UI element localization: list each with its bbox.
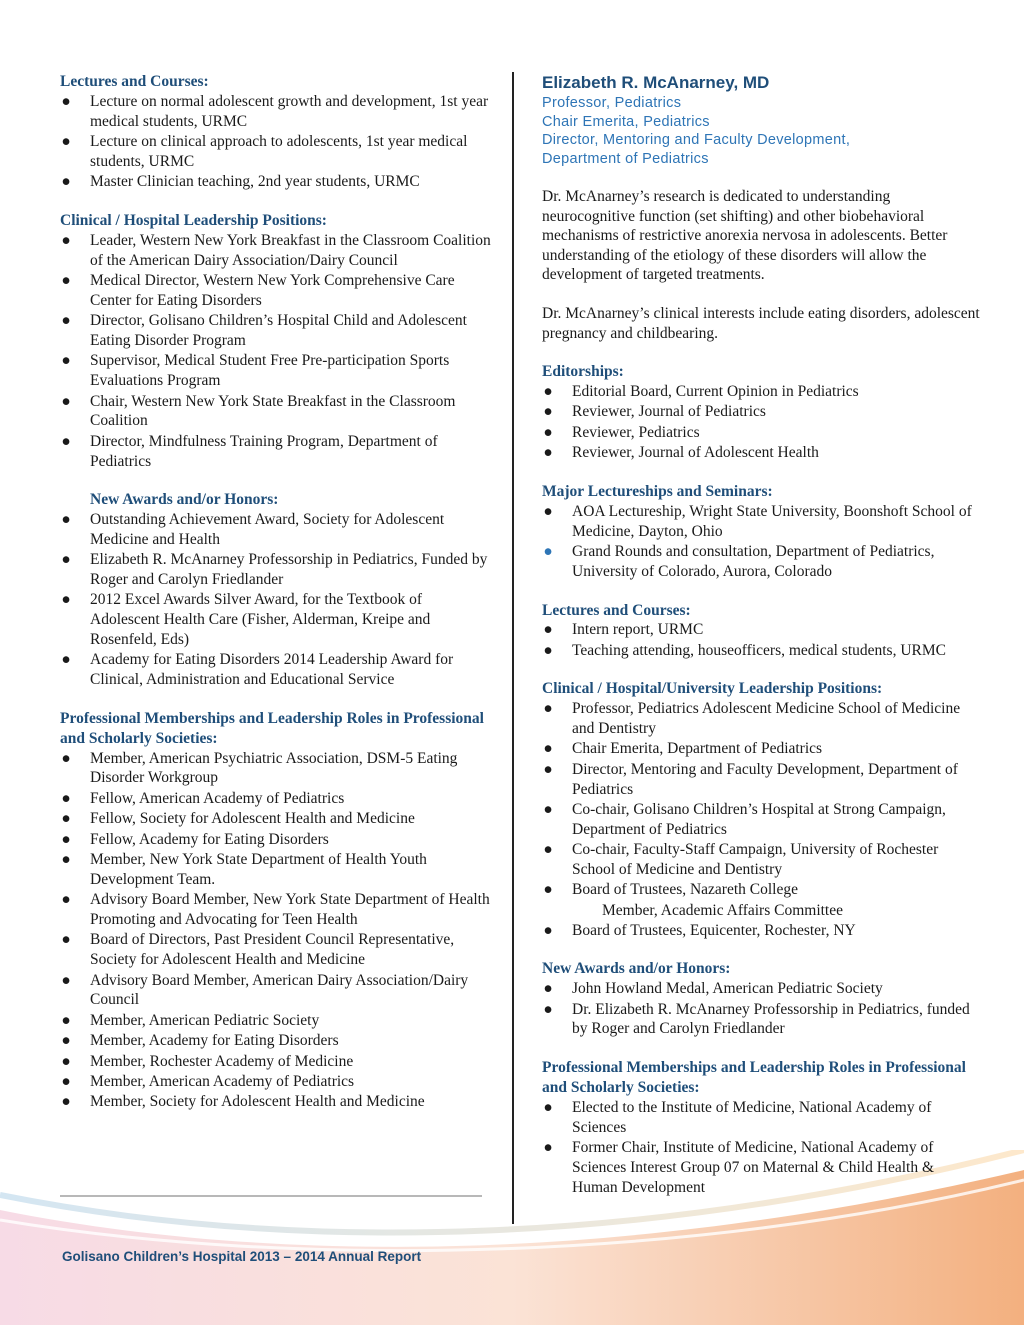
section-heading: Professional Memberships and Leadership Roles in Professional and Scholarly Societies: — [60, 710, 484, 747]
list-item: ● Intern report, URMC — [543, 621, 704, 639]
list-item: ● Lecture on clinical approach to adolescents, 1st year medical students, URMC — [61, 132, 468, 170]
section-lectures-courses — [542, 601, 982, 661]
list-item: ● Leader, Western New York Breakfast in the Classroom Coalition of the American Dairy Association/Dairy Council — [61, 231, 491, 269]
bullet-icon: ● — [61, 1072, 71, 1090]
list-item: ● Member, American Psychiatric Association, DSM-5 Eating Disorder Workgroup — [61, 749, 458, 787]
section-memberships — [542, 1058, 982, 1197]
list-item: ● Dr. Elizabeth R. McAnarney Professorship in Pediatrics, funded by Roger and Carolyn Friedlander — [543, 1000, 970, 1038]
bullet-icon: ● — [543, 542, 553, 560]
bullet-icon: ● — [543, 621, 553, 639]
section-awards-honors — [542, 959, 982, 1039]
list-item: ● Member, American Pediatric Society — [61, 1011, 320, 1029]
list-item: ● Medical Director, Western New York Comprehensive Care Center for Eating Disorders — [61, 271, 455, 309]
bullet-icon: ● — [61, 591, 71, 609]
list-item: ● Supervisor, Medical Student Free Pre-participation Sports Evaluations Program — [61, 352, 450, 390]
bullet-icon: ● — [61, 352, 71, 370]
list-item: ● Outstanding Achievement Award, Society for Adolescent Medicine and Health — [61, 511, 445, 548]
profile-title: Department of Pediatrics — [542, 150, 709, 167]
bullet-icon: ● — [543, 641, 553, 659]
section-clinical-leadership — [542, 679, 982, 940]
bullet-icon: ● — [543, 502, 553, 520]
list-item: ● Fellow, American Academy of Pediatrics — [61, 789, 345, 807]
bullet-icon: ● — [61, 830, 71, 848]
list-item: ● Member, New York State Department of Health Youth Development Team. — [61, 851, 427, 888]
bullet-icon: ● — [61, 1032, 71, 1050]
bullet-icon: ● — [543, 760, 553, 778]
list-item: ● Director, Mentoring and Faculty Development, Department of Pediatrics — [543, 760, 958, 798]
profile-title: Director, Mentoring and Faculty Development, — [542, 132, 851, 148]
list-item: ● Director, Mindfulness Training Program, Department of Pediatrics — [61, 432, 438, 470]
list-item: ● Teaching attending, houseofficers, medical students, URMC — [543, 641, 946, 659]
section-heading: Lectures and Courses: — [542, 601, 691, 619]
section-heading: Editorships: — [542, 363, 624, 381]
clinical-interests-paragraph: Dr. McAnarney’s clinical interests include eating disorders, adolescent pregnancy and childbearing. — [542, 304, 980, 342]
list-item: ● Advisory Board Member, American Dairy Association/Dairy Council — [61, 971, 469, 1009]
bullet-icon: ● — [543, 980, 553, 998]
list-item: ● Elected to the Institute of Medicine, National Academy of Sciences — [543, 1098, 932, 1136]
list-item: ● Lecture on normal adolescent growth and development, 1st year medical students, URMC — [61, 92, 489, 130]
bullet-icon: ● — [61, 891, 71, 909]
bullet-icon: ● — [61, 971, 71, 989]
list-item: ● Editorial Board, Current Opinion in Pediatrics — [543, 382, 859, 400]
bullet-icon: ● — [61, 789, 71, 807]
section-heading: Major Lectureships and Seminars: — [542, 482, 773, 500]
bullet-icon: ● — [61, 810, 71, 828]
section-lectureships — [542, 482, 982, 582]
bullet-icon: ● — [61, 931, 71, 949]
section-editorships — [542, 362, 982, 463]
bullet-icon: ● — [543, 1098, 553, 1116]
list-item: ● Fellow, Academy for Eating Disorders — [61, 830, 329, 848]
bullet-icon: ● — [543, 423, 553, 441]
list-item: ● Grand Rounds and consultation, Department of Pediatrics, University of Colorado, Aurora, Colorado — [543, 542, 935, 580]
list-item: ● Co-chair, Golisano Children’s Hospital at Strong Campaign, Department of Pediatrics — [543, 801, 946, 838]
bullet-icon: ● — [543, 382, 553, 400]
bullet-icon: ● — [543, 841, 553, 859]
bullet-icon: ● — [61, 851, 71, 868]
list-item: ● Director, Golisano Children’s Hospital Child and Adolescent Eating Disorder Program — [61, 312, 467, 349]
bullet-icon: ● — [543, 403, 553, 421]
list-item: ● Member, Society for Adolescent Health and Medicine — [61, 1093, 425, 1111]
list-item: ● Reviewer, Pediatrics — [543, 423, 700, 441]
list-item: ● Academy for Eating Disorders 2014 Leadership Award for Clinical, Administration and Educational Service — [61, 651, 454, 689]
bullet-icon: ● — [61, 392, 71, 410]
footer-rule — [60, 1195, 482, 1197]
left-column — [60, 72, 492, 1113]
section-heading: Clinical / Hospital/University Leadership Positions: — [542, 680, 883, 698]
list-item: ● Professor, Pediatrics Adolescent Medicine School of Medicine and Dentistry — [543, 700, 961, 738]
bullet-icon: ● — [543, 801, 553, 819]
bullet-icon: ● — [61, 1093, 71, 1111]
list-item: ● Reviewer, Journal of Pediatrics — [543, 403, 766, 421]
bullet-icon: ● — [543, 1138, 553, 1156]
list-item: ● Chair Emerita, Department of Pediatrics — [543, 740, 823, 758]
bullet-icon: ● — [61, 132, 71, 150]
bullet-icon: ● — [61, 551, 71, 569]
section-memberships — [60, 709, 492, 1112]
section-awards-honors — [60, 490, 492, 690]
list-item: ● Board of Trustees, Equicenter, Rochester, NY — [543, 921, 856, 939]
bullet-icon: ● — [543, 921, 553, 939]
bullet-icon: ● — [61, 749, 71, 767]
list-item: ● Board of Directors, Past President Council Representative, Society for Adolescent Health and Medicine — [61, 931, 455, 969]
bullet-icon: ● — [61, 1052, 71, 1070]
footer-title: Golisano Children’s Hospital 2013 – 2014 Annual Report — [62, 1249, 422, 1264]
section-clinical-leadership — [60, 211, 492, 471]
section-heading: Clinical / Hospital Leadership Positions: — [60, 211, 327, 229]
bullet-icon: ● — [61, 651, 71, 669]
section-lectures-courses — [60, 72, 492, 192]
list-item: ● Chair, Western New York State Breakfast in the Classroom Coalition — [61, 392, 456, 430]
bullet-icon: ● — [61, 432, 71, 450]
bullet-icon: ● — [543, 740, 553, 758]
research-paragraph: Dr. McAnarney’s research is dedicated to understanding neurocognitive function (set shifting) and other biobehavioral mechanisms of restrictive anorexia nervosa in adolescents. Better understanding of the etiology of these disorders will allow the development of targeted treatments. — [542, 188, 948, 284]
list-item: ● Reviewer, Journal of Adolescent Health — [543, 444, 819, 462]
list-item: ● Master Clinician teaching, 2nd year students, URMC — [61, 173, 420, 191]
profile-title: Chair Emerita, Pediatrics — [542, 113, 710, 130]
sub-item: Member, Academic Affairs Committee — [602, 901, 843, 919]
list-item: ● Member, American Academy of Pediatrics — [61, 1072, 355, 1090]
list-item: ● Advisory Board Member, New York State Department of Health Promoting and Advocating for Teen Health — [61, 891, 490, 928]
bullet-icon: ● — [61, 1011, 71, 1029]
list-item: ● Board of Trustees, Nazareth College — [543, 881, 798, 899]
list-item: ● John Howland Medal, American Pediatric Society — [543, 980, 883, 998]
bullet-icon: ● — [61, 92, 71, 110]
list-item: ● Co-chair, Faculty-Staff Campaign, University of Rochester School of Medicine and Dentistry — [543, 841, 939, 879]
bullet-icon: ● — [543, 700, 553, 718]
bullet-icon: ● — [61, 271, 71, 289]
bullet-icon: ● — [61, 511, 71, 529]
bullet-icon: ● — [61, 231, 71, 249]
bullet-icon: ● — [543, 444, 553, 462]
list-item: ● Member, Academy for Eating Disorders — [61, 1032, 339, 1050]
bullet-icon: ● — [61, 312, 71, 330]
right-column — [542, 72, 982, 1198]
profile-name: Elizabeth R. McAnarney, MD — [542, 73, 770, 92]
list-item: ● 2012 Excel Awards Silver Award, for the Textbook of Adolescent Health Care (Fisher, Alderman, Kreipe and Rosenfeld, Eds) — [61, 591, 431, 649]
section-heading: Professional Memberships and Leadership Roles in Professional and Scholarly Societies: — [542, 1059, 966, 1096]
list-item: ● Fellow, Society for Adolescent Health and Medicine — [61, 810, 415, 828]
bullet-icon: ● — [61, 173, 71, 191]
section-heading: Lectures and Courses: — [60, 73, 209, 90]
section-heading: New Awards and/or Honors: — [542, 960, 731, 978]
list-item: ● AOA Lectureship, Wright State University, Boonshoft School of Medicine, Dayton, Ohio — [543, 502, 972, 540]
list-item: ● Former Chair, Institute of Medicine, National Academy of Sciences Interest Group 07 on Maternal & Child Health & Human Development — [543, 1138, 935, 1196]
list-item: ● Elizabeth R. McAnarney Professorship in Pediatrics, Funded by Roger and Carolyn Friedlander — [61, 551, 488, 589]
list-item: ● Member, Rochester Academy of Medicine — [61, 1052, 354, 1070]
bullet-icon: ● — [543, 881, 553, 899]
profile-title: Professor, Pediatrics — [542, 95, 682, 111]
bullet-icon: ● — [543, 1000, 553, 1018]
column-divider — [512, 72, 514, 1224]
section-heading: New Awards and/or Honors: — [90, 491, 279, 509]
